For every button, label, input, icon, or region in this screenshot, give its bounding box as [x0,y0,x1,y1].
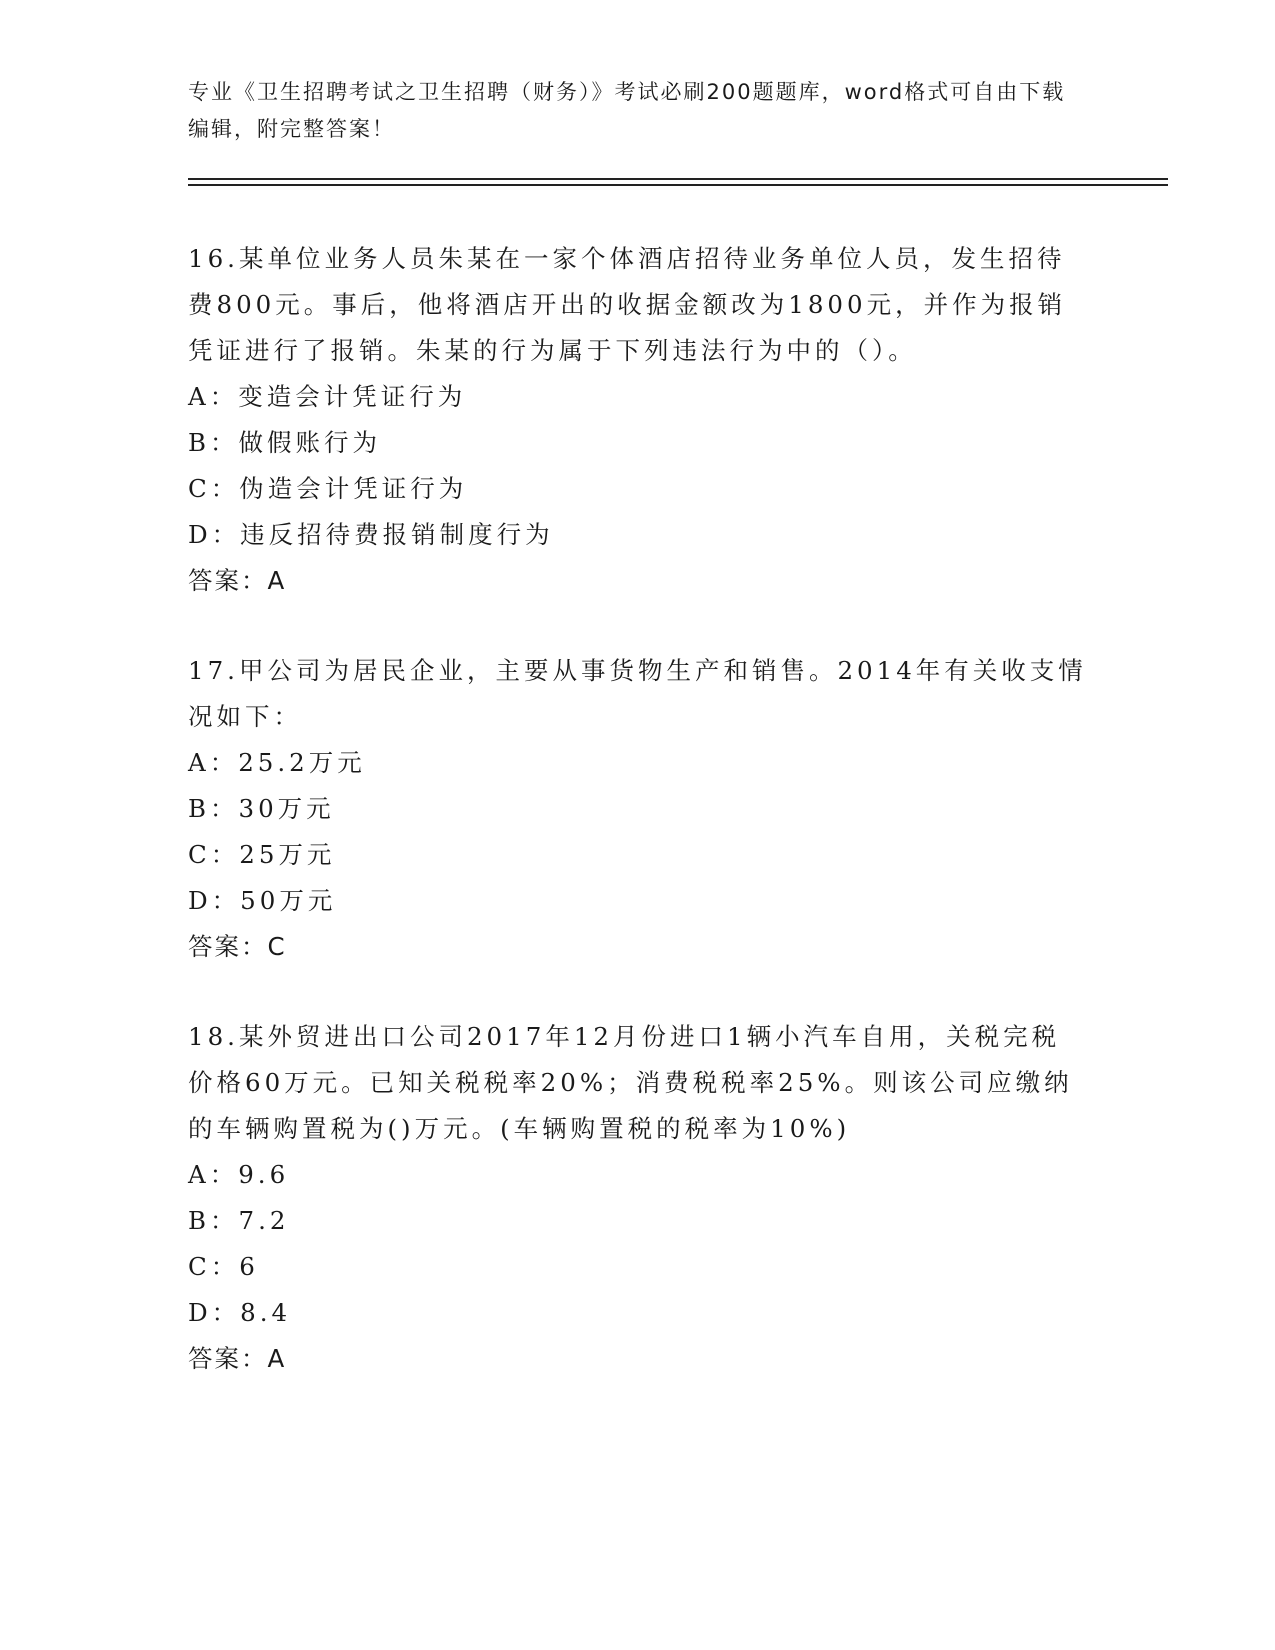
question-18 [188,1014,1088,1382]
option-d: D：50万元 [188,886,337,915]
option-d: D：8.4 [188,1298,292,1327]
header-divider-bottom [188,184,1168,186]
option-b: B：30万元 [188,794,335,823]
option-b: B：7.2 [188,1206,290,1235]
option-c: C：6 [188,1252,259,1281]
answer-line: 答案：A [188,1344,287,1373]
header-divider-top [188,178,1168,180]
answer-line: 答案：A [188,566,287,595]
question-stem: 16.某单位业务人员朱某在一家个体酒店招待业务单位人员，发生招待费800元。事后，他将酒店开出的收据金额改为1800元，并作为报销凭证进行了报销。朱某的行为属于下列违法行为中的（）。 [188,244,1067,365]
question-stem: 17.甲公司为居民企业，主要从事货物生产和销售。2014年有关收支情况如下： [188,656,1087,731]
option-a: A：变造会计凭证行为 [188,382,467,411]
option-d: D：违反招待费报销制度行为 [188,520,554,549]
option-b: B：做假账行为 [188,428,382,457]
question-17 [188,648,1088,970]
question-stem: 18.某外贸进出口公司2017年12月份进口1辆小汽车自用，关税完税价格60万元。已知关税税率20%；消费税税率25%。则该公司应缴纳的车辆购置税为()万元。(车辆购置税的税率为10%) [188,1022,1073,1143]
question-list [188,236,1088,1426]
option-a: A：25.2万元 [188,748,366,777]
document-header: 专业《卫生招聘考试之卫生招聘（财务）》考试必刷200题题库，word格式可自由下载编辑，附完整答案！ [188,80,1066,141]
option-c: C：伪造会计凭证行为 [188,474,468,503]
option-c: C：25万元 [188,840,336,869]
option-a: A：9.6 [188,1160,290,1189]
question-16 [188,236,1088,604]
answer-line: 答案：C [188,932,287,961]
